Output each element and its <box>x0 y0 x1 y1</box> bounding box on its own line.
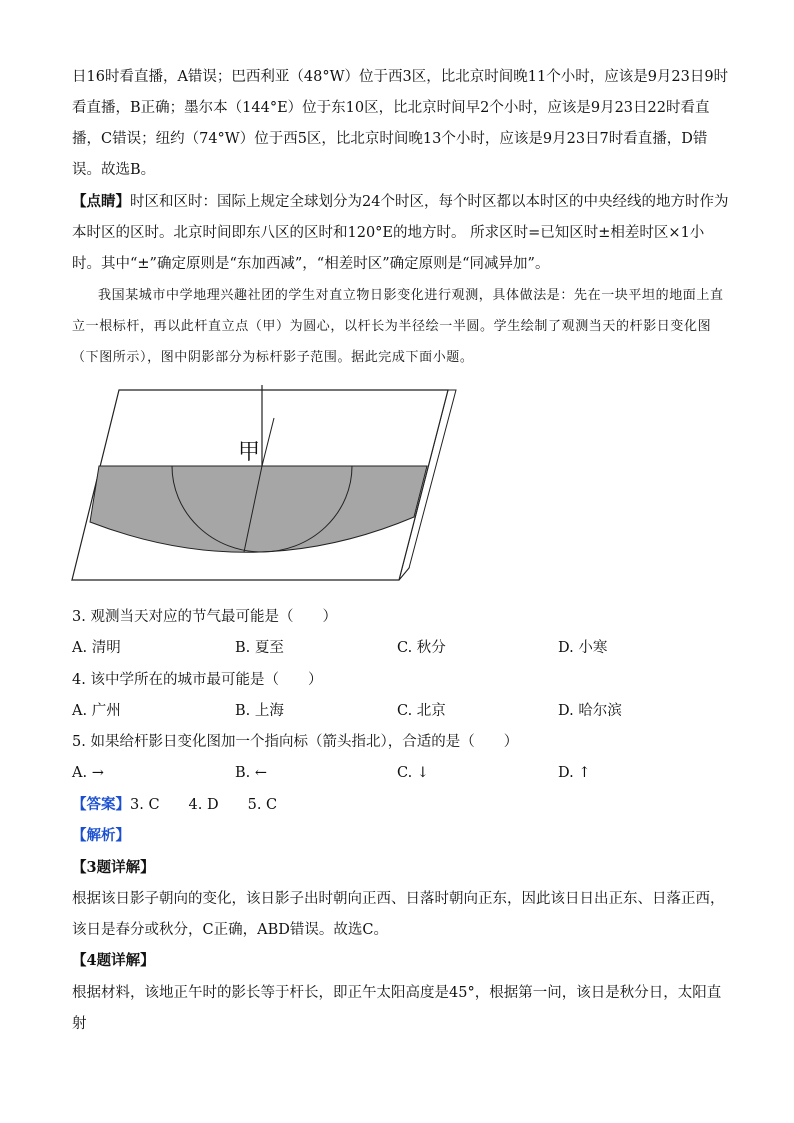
tip-tag: 【点睛】 <box>72 193 130 210</box>
paragraph-material: 我国某城市中学地理兴趣社团的学生对直立物日影变化进行观测，具体做法是：先在一块平坦的地面上直立一根标杆，再以此杆直立点（甲）为圆心，以杆长为半径绘一半圆。学生绘制了观测当天的杆影日变化图（下图所示），图中阴影部分为标杆影子范围。据此完成下面小题。 <box>72 288 724 365</box>
question-3-stem: 3. 观测当天对应的节气最可能是（ ） <box>72 609 337 625</box>
q4-option-a: A. 广州 <box>72 703 121 719</box>
question-4-stem: 4. 该中学所在的城市最可能是（ ） <box>72 672 323 688</box>
q5-option-b: B. ← <box>235 765 268 781</box>
paragraph-prev-answer: 日16时看直播，A错误；巴西利亚（48°W）位于西3区，比北京时间晚11个小时，应该是9月23日9时看直播，B正确；墨尔本（144°E）位于东10区，比北京时间早2个小时，应该是9月23日22时看直播，C错误；纽约（74°W）位于西5区，比北京时间晚13个小时，应该是9月23日7时看直播，D错误。故选B。 <box>72 69 729 178</box>
answer-text: 3. C 4. D 5. C <box>130 797 278 813</box>
tip-text: 时区和区时：国际上规定全球划分为24个时区，每个时区都以本时区的中央经线的地方时作为本时区的区时。北京时间即东八区的区时和120°E的地方时。 所求区时=已知区时±相差时区×1小时。其中“±”确定原则是“东加西减”，“相差时区”确定原则是“同减异加”。 <box>72 194 729 272</box>
q4-option-c: C. 北京 <box>397 703 446 719</box>
q3-option-d: D. 小寒 <box>558 640 608 656</box>
q3-option-b: B. 夏至 <box>235 640 284 656</box>
q3-option-a: A. 清明 <box>72 640 121 656</box>
answer-tag: 【答案】 <box>72 796 130 813</box>
q4-option-b: B. 上海 <box>235 703 284 719</box>
detail-4-text: 根据材料，该地正午时的影长等于杆长，即正午太阳高度是45°，根据第一问，该日是秋分日，太阳直射 <box>72 985 722 1032</box>
question-5-stem: 5. 如果给杆影日变化图加一个指向标（箭头指北），合适的是（ ） <box>72 734 519 750</box>
answer-line <box>72 795 277 815</box>
q5-option-a: A. → <box>72 765 104 781</box>
shadow-diagram <box>70 385 470 597</box>
paragraph-tip <box>72 186 732 280</box>
analysis-tag: 【解析】 <box>72 827 130 844</box>
detail-3-text: 根据该日影子朝向的变化，该日影子出时朝向正西、日落时朝向正东，因此该日日出正东、日落正西，该日是春分或秋分，C正确，ABD错误。故选C。 <box>72 891 725 938</box>
label-jia: 甲 <box>238 440 261 465</box>
detail-4-tag: 【4题详解】 <box>72 952 155 969</box>
q4-option-d: D. 哈尔滨 <box>558 703 622 719</box>
q5-option-c: C. ↓ <box>397 765 429 781</box>
q5-option-d: D. ↑ <box>558 765 591 781</box>
detail-3-tag: 【3题详解】 <box>72 859 155 876</box>
q3-option-c: C. 秋分 <box>397 640 446 656</box>
